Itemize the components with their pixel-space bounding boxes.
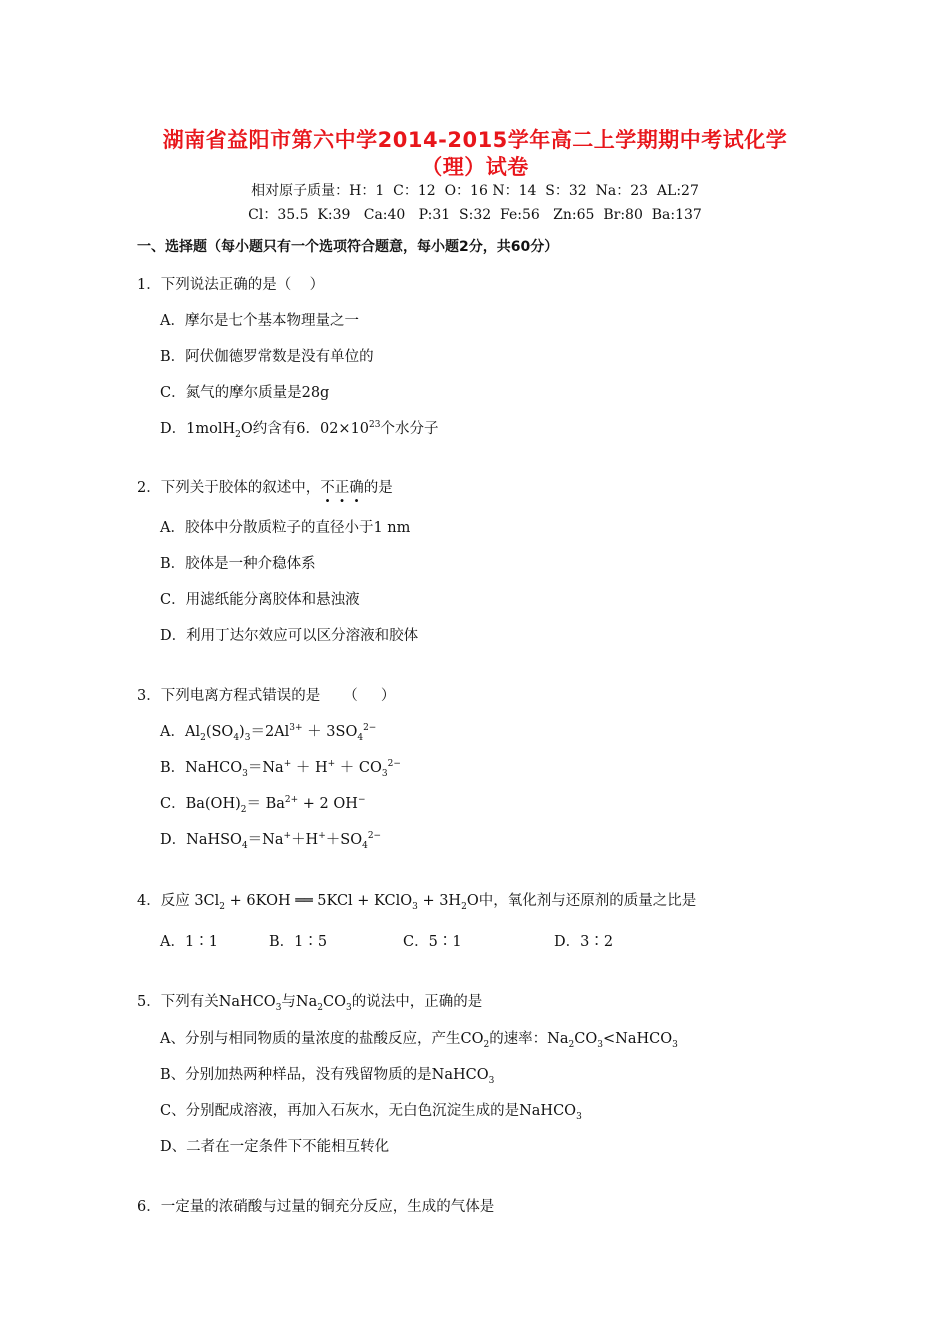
text: + 2 OH	[298, 796, 358, 812]
emphasis-dot-char: 不	[320, 480, 335, 496]
text: A、分别与相同物质的量浓度的盐酸反应，产生CO	[160, 1031, 484, 1047]
atomic-mass-line2: Cl：35.5 K:39 Ca:40 P:31 S:32 Fe:56 Zn:65 Br:80 Ba:137	[248, 207, 702, 223]
text: B．NaHCO	[160, 760, 243, 776]
subscript: 3	[597, 1039, 603, 1050]
subscript: 4	[362, 840, 368, 851]
text: <NaHCO	[602, 1031, 673, 1047]
subscript: 4	[233, 732, 240, 743]
subscript: 3	[672, 1039, 678, 1050]
q3-option-c	[160, 792, 365, 815]
q1-option-d	[160, 417, 438, 440]
q1-option-b: B．阿伏伽德罗常数是没有单位的	[160, 349, 374, 365]
superscript: +	[318, 831, 326, 842]
subscript: 2	[200, 732, 206, 743]
q4-option-d: D．3∶2	[554, 934, 614, 950]
superscript: +	[283, 759, 292, 770]
text: ＋H	[291, 832, 319, 848]
superscript: +	[327, 759, 336, 770]
text: A．Al	[160, 724, 201, 740]
subscript: 3	[412, 901, 418, 912]
subscript: 4	[357, 732, 364, 743]
text: ＝Na	[247, 832, 284, 848]
text: + 3H	[417, 893, 462, 909]
subscript: 2	[568, 1039, 575, 1050]
subscript: 2	[235, 429, 241, 440]
text: ＋ CO	[335, 760, 382, 776]
text: 4．反应 3Cl	[137, 893, 220, 909]
q5-option-a	[160, 1027, 678, 1050]
q5-option-d: D、二者在一定条件下不能相互转化	[160, 1139, 390, 1155]
text: D．NaHSO	[160, 832, 242, 848]
exam-title-line1: 湖南省益阳市第六中学2014-2015学年高二上学期期中考试化学	[162, 128, 788, 152]
q4-stem	[137, 889, 696, 912]
q1-stem: 1．下列说法正确的是（ ）	[137, 277, 325, 293]
superscript: 2+	[284, 795, 299, 806]
text: CO	[323, 994, 346, 1010]
q5-stem	[137, 990, 482, 1013]
text: ＋SO	[325, 832, 363, 848]
atomic-mass-line1: 相对原子质量：H：1 C：12 O：16 N：14 S：32 Na：23 AL:27	[251, 183, 699, 199]
emphasis-dot-char: 确	[349, 480, 364, 496]
subscript: 2	[219, 901, 226, 912]
q4-option-a: A．1∶1	[160, 934, 218, 950]
text: ＝Na	[247, 760, 284, 776]
subscript: 2	[461, 901, 467, 912]
text: B、分别加热两种样品，没有残留物质的是NaHCO	[160, 1067, 489, 1083]
text: 2．下列关于胶体的叙述中，	[137, 480, 321, 496]
superscript: 3+	[289, 723, 303, 734]
text: (SO	[205, 724, 234, 740]
q3-stem: 3．下列电离方程式错误的是 （ ）	[137, 688, 396, 704]
subscript: 3	[488, 1075, 495, 1086]
superscript: 2−	[363, 723, 377, 734]
superscript: −	[357, 795, 366, 806]
q1-option-a: A．摩尔是七个基本物理量之一	[160, 313, 359, 329]
q4-option-c: C．5∶1	[403, 934, 462, 950]
text: )	[239, 724, 245, 740]
text: 的速率：Na	[489, 1031, 569, 1047]
superscript: 2−	[387, 759, 401, 770]
q6-stem: 6．一定量的浓硝酸与过量的铜充分反应，生成的气体是	[137, 1199, 495, 1215]
q3-option-d	[160, 828, 381, 851]
superscript: +	[283, 831, 292, 842]
q4-option-b: B．1∶5	[269, 934, 328, 950]
text: ＋ H	[291, 760, 328, 776]
q2-option-c: C．用滤纸能分离胶体和悬浊液	[160, 592, 360, 608]
emphasis-dot-char: 正	[334, 480, 350, 496]
subscript: 3	[242, 768, 248, 779]
superscript: 23	[369, 420, 381, 431]
q1-option-c: C．氮气的摩尔质量是28g	[160, 385, 330, 401]
text: 的是	[363, 480, 393, 496]
q3-option-b	[160, 756, 401, 779]
subscript: 3	[345, 1002, 352, 1013]
superscript: 2−	[367, 831, 382, 842]
text: O中，氧化剂与还原剂的质量之比是	[466, 893, 697, 909]
q2-option-d: D．利用丁达尔效应可以区分溶液和胶体	[160, 628, 419, 644]
subscript: 3	[381, 768, 388, 779]
exam-title-line2: （理）试卷	[421, 155, 529, 179]
q3-option-a	[160, 720, 376, 743]
subscript: 4	[241, 840, 248, 851]
text: D．1molH	[160, 421, 236, 437]
subscript: 2	[483, 1039, 490, 1050]
text: ＝ Ba	[246, 796, 285, 812]
q2-option-a: A．胶体中分散质粒子的直径小于1 nm	[160, 520, 411, 536]
subscript: 2	[317, 1002, 323, 1013]
subscript: 3	[244, 732, 251, 743]
text: 5．下列有关NaHCO	[137, 994, 276, 1010]
section1-heading: 一、选择题（每小题只有一个选项符合题意，每小题2分，共60分）	[137, 239, 559, 255]
subscript: 3	[275, 1002, 282, 1013]
text: O约含有6．02×10	[240, 421, 370, 437]
text: C．Ba(OH)	[160, 796, 241, 812]
text: ＋ 3SO	[302, 724, 358, 740]
text: 个水分子	[380, 421, 439, 437]
text: 与Na	[281, 994, 318, 1010]
text: C、分别配成溶液，再加入石灰水，无白色沉淀生成的是NaHCO	[160, 1103, 577, 1119]
text: + 6KOH ══ 5KCl + KClO	[225, 893, 413, 909]
q2-stem	[137, 476, 393, 497]
subscript: 2	[240, 804, 247, 815]
text: CO	[574, 1031, 598, 1047]
text: ＝2Al	[250, 724, 290, 740]
q5-option-c	[160, 1099, 582, 1122]
q2-option-b: B．胶体是一种介稳体系	[160, 556, 316, 572]
text: 的说法中，正确的是	[351, 994, 483, 1010]
q5-option-b	[160, 1063, 494, 1086]
subscript: 3	[576, 1111, 582, 1122]
